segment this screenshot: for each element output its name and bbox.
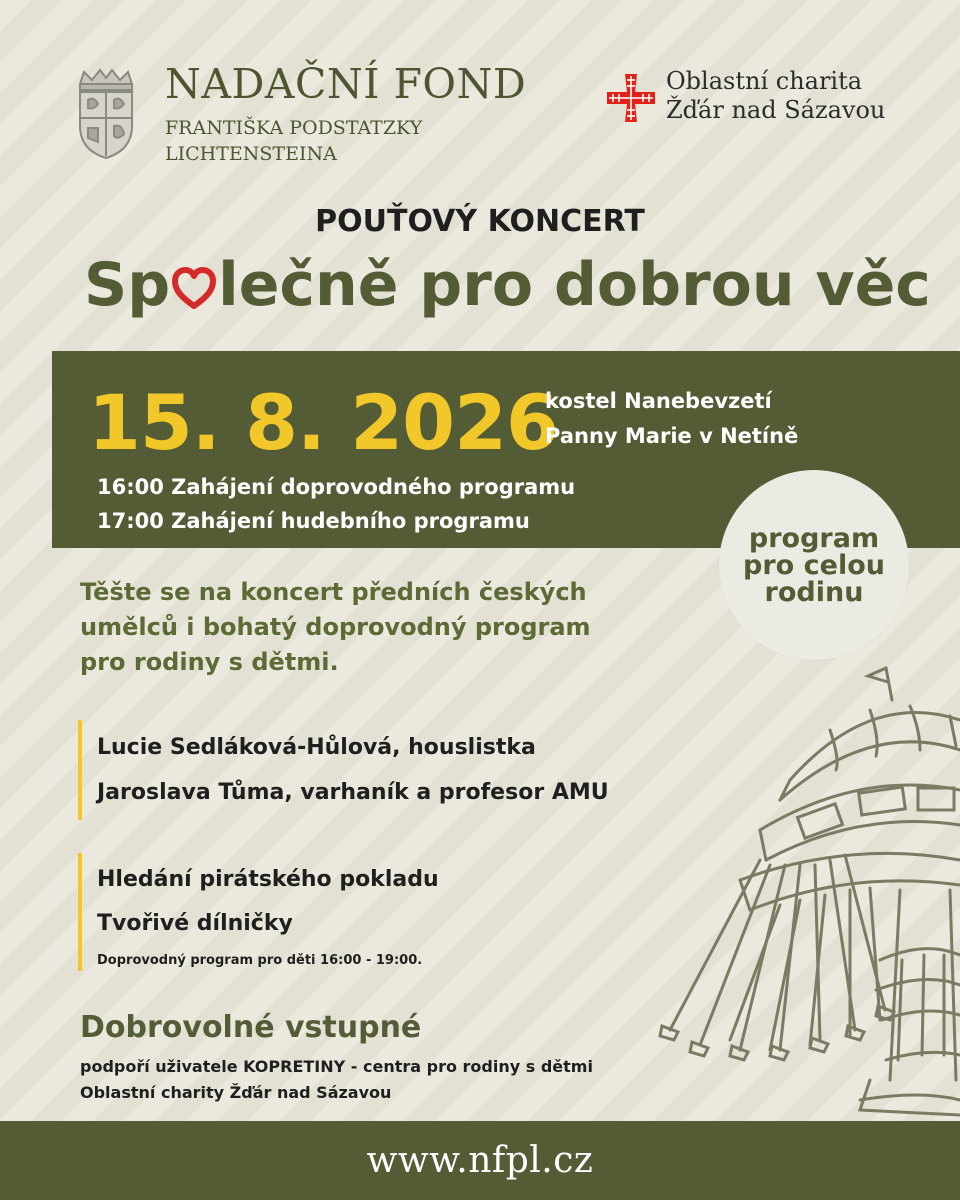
activity-item: Tvořivé dílničky (97, 911, 293, 936)
intro-line1: Těšte se na koncert předních českých (80, 578, 587, 606)
heart-icon (171, 267, 217, 311)
time-line2: 17:00 Zahájení hudebního programu (97, 509, 530, 533)
admission-title: Dobrovolné vstupné (80, 1010, 422, 1045)
website-link[interactable]: www.nfpl.cz (366, 1140, 594, 1181)
pre-title: POUŤOVÝ KONCERT (315, 204, 645, 239)
venue-line2: Panny Marie v Netíně (545, 424, 799, 448)
event-date: 15. 8. 2026 (88, 378, 558, 467)
admission-line1: podpoří uživatele KOPRETINY - centra pro rodiny s dětmi (80, 1057, 593, 1076)
time-line1: 16:00 Zahájení doprovodného programu (97, 475, 576, 499)
admission-line2: Oblastní charity Žďár nad Sázavou (80, 1083, 392, 1102)
fund-subtitle-line2: LICHTENSTEINA (165, 143, 337, 165)
venue-line1: kostel Nanebevzetí (545, 389, 772, 413)
kids-program-note: Doprovodný program pro děti 16:00 - 19:00. (97, 953, 423, 968)
carousel-illustration (640, 660, 960, 1120)
intro-line2: umělců i bohatý doprovodný program (80, 613, 591, 641)
charity-name-line1: Oblastní charita (666, 67, 863, 95)
charity-name-line2: Žďár nad Sázavou (666, 96, 886, 124)
fund-name: NADAČNÍ FOND (165, 60, 527, 108)
performer-item: Jaroslava Tůma, varhaník a profesor AMU (97, 780, 609, 805)
caritas-cross-icon (605, 72, 657, 124)
main-title (84, 250, 931, 320)
badge-line2: pro celou (743, 549, 885, 581)
performers-accent-bar (78, 720, 82, 820)
footer (0, 1121, 960, 1200)
badge-line1: program (748, 522, 880, 554)
performer-item: Lucie Sedláková-Hůlová, houslistka (97, 735, 536, 760)
main-title-part1: Sp (84, 250, 171, 320)
activity-item: Hledání pirátského pokladu (97, 867, 439, 892)
family-program-badge (719, 470, 909, 660)
coat-of-arms-icon (74, 66, 138, 162)
badge-line3: rodinu (764, 576, 864, 608)
fund-subtitle-line1: FRANTIŠKA PODSTATZKY (165, 117, 423, 139)
activities-accent-bar (78, 853, 82, 971)
intro-line3: pro rodiny s dětmi. (80, 648, 339, 676)
main-title-part2: lečně pro dobrou věc (218, 250, 931, 320)
